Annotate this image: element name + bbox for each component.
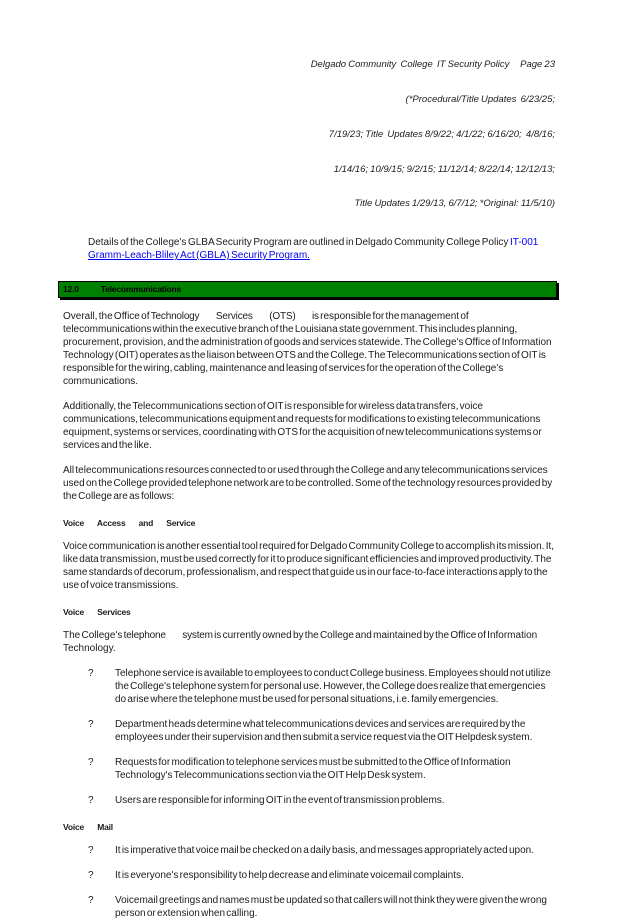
section-title: Telecommunications bbox=[100, 284, 182, 295]
paragraph-oit-responsibilities: Additionally, the Telecommunications section of OIT is responsible for wireless data transfers, voice communications, telecommunications equipment and requests for modifications to existing telecommunications equipment, systems or services, coordinating with OTS for the acquisition of new telecommunications systems or services and the like. bbox=[63, 401, 542, 452]
paragraph-telephone-system bbox=[63, 629, 555, 655]
paragraph-ots-overview-pre: Overall, the Office of bbox=[63, 311, 151, 323]
paragraph-telephone-system-narrow: telephone system bbox=[123, 630, 213, 642]
heading-voice-access-and-service: Voice Access and Service bbox=[63, 518, 196, 529]
bullet-text-telephone-service: Telephone service is available to employees to conduct College business. Employees should not utilize the College's telephone system for personal use. However, the College does realize that emergencies do arise where the telephone must be used for personal situations, i.e. family emergencies. bbox=[115, 668, 551, 706]
bullet-text-transmission-problems: Users are responsible for informing OIT in the event of transmission problems. bbox=[115, 795, 445, 807]
bullet-text-daily-check: It is imperative that voice mail be checked on a daily basis, and messages appropriately acted upon. bbox=[115, 845, 535, 857]
header-line-revisions-4: Title Updates 1/29/13, 6/7/12; *Original: 11/5/10) bbox=[354, 198, 555, 210]
list-item bbox=[88, 844, 555, 857]
paragraph-telephone-system-rest: is currently owned by the College and maintained by the Office of Information Technology. bbox=[63, 630, 538, 655]
header-line-revisions-3: 1/14/16; 10/9/15; 9/2/15; 11/12/14; 8/22/14; 12/12/13; bbox=[333, 163, 555, 175]
header-line-title: Delgado Community College IT Security Policy Page 23 bbox=[310, 59, 555, 71]
header-line-revisions-2: 7/19/23; Title Updates 8/9/22; 4/1/22; 6/16/20; 4/8/16; bbox=[328, 128, 555, 140]
header-line-revisions-1: (*Procedural/Title Updates 6/23/25; bbox=[405, 93, 555, 105]
paragraph-ots-overview-narrow: Technology Services (OTS) is bbox=[150, 311, 319, 323]
list-item bbox=[88, 894, 555, 920]
paragraph-ots-overview-rest: responsible for the management of telecommunications within the executive branch of the Louisiana state government. This includes planning, procurement, provision, and the administration of goods and services statewide. The College's Office of Information Technology (OIT) operates as the liaison between OTS and the College. The Telecommunications section of OIT is responsible for the wiring, cabling, maintenance and leasing of services for the operation of the College's communications. bbox=[63, 311, 552, 388]
paragraph-telecom-resources: All telecommunications resources connected to or used through the College and any telecommunications services used on the College provided telephone network are to be controlled. Some of the technology resources provided by the College are as follows: bbox=[63, 465, 553, 503]
section-number: 12.0 bbox=[63, 284, 79, 295]
heading-voice-services: Voice Services bbox=[63, 607, 131, 618]
paragraph-voice-communication: Voice communication is another essential tool required for Delgado Community College to accomplish its mission. It, like data transmission, must be used correctly for it to produce significant efficiencies and improved productivity. The same standards of decorum, professionalism, and respect that guide us in our face-to-face interactions apply to the use of voice transmissions. bbox=[63, 541, 555, 592]
list-item bbox=[88, 756, 555, 782]
bullet-marker: ? bbox=[88, 668, 94, 680]
heading-voice-mail: Voice Mail bbox=[63, 822, 113, 833]
glba-intro-text: Details of the College's GLBA Security Program are outlined in Delgado Community College Policy bbox=[88, 237, 510, 249]
section-12-header-bar bbox=[58, 281, 557, 298]
paragraph-ots-overview bbox=[63, 310, 555, 388]
glba-intro-paragraph bbox=[88, 236, 555, 262]
bullet-marker: ? bbox=[88, 719, 94, 731]
page-header bbox=[63, 36, 555, 233]
glba-program-link[interactable]: Gramm-Leach-Bliley Act (GBLA) Security Program. bbox=[88, 250, 310, 262]
bullet-text-complaints: It is everyone's responsibility to help decrease and eliminate voicemail complaints. bbox=[115, 870, 464, 882]
voice-services-bullet-list bbox=[63, 667, 555, 807]
bullet-marker: ? bbox=[88, 757, 94, 769]
bullet-marker: ? bbox=[88, 870, 94, 882]
list-item bbox=[88, 794, 555, 807]
voice-mail-bullet-list bbox=[63, 844, 555, 920]
bullet-text-department-heads: Department heads determine what telecommunications devices and services are required by the employees under their supervision and then submit a service request via the OIT Helpdesk system. bbox=[115, 719, 533, 744]
bullet-marker: ? bbox=[88, 795, 94, 807]
bullet-marker: ? bbox=[88, 845, 94, 857]
list-item bbox=[88, 667, 555, 706]
list-item bbox=[88, 869, 555, 882]
paragraph-telephone-system-pre: The College's bbox=[63, 630, 124, 642]
bullet-marker: ? bbox=[88, 895, 94, 907]
bullet-text-modification-requests: Requests for modification to telephone services must be submitted to the Office of Information Technology's Telecommunications section via the OIT Help Desk system. bbox=[115, 757, 511, 782]
policy-code: IT-001 bbox=[510, 237, 539, 249]
bullet-text-greetings-updated: Voicemail greetings and names must be updated so that callers will not think they were given the wrong person or extension when calling. bbox=[115, 895, 547, 920]
list-item bbox=[88, 718, 555, 744]
